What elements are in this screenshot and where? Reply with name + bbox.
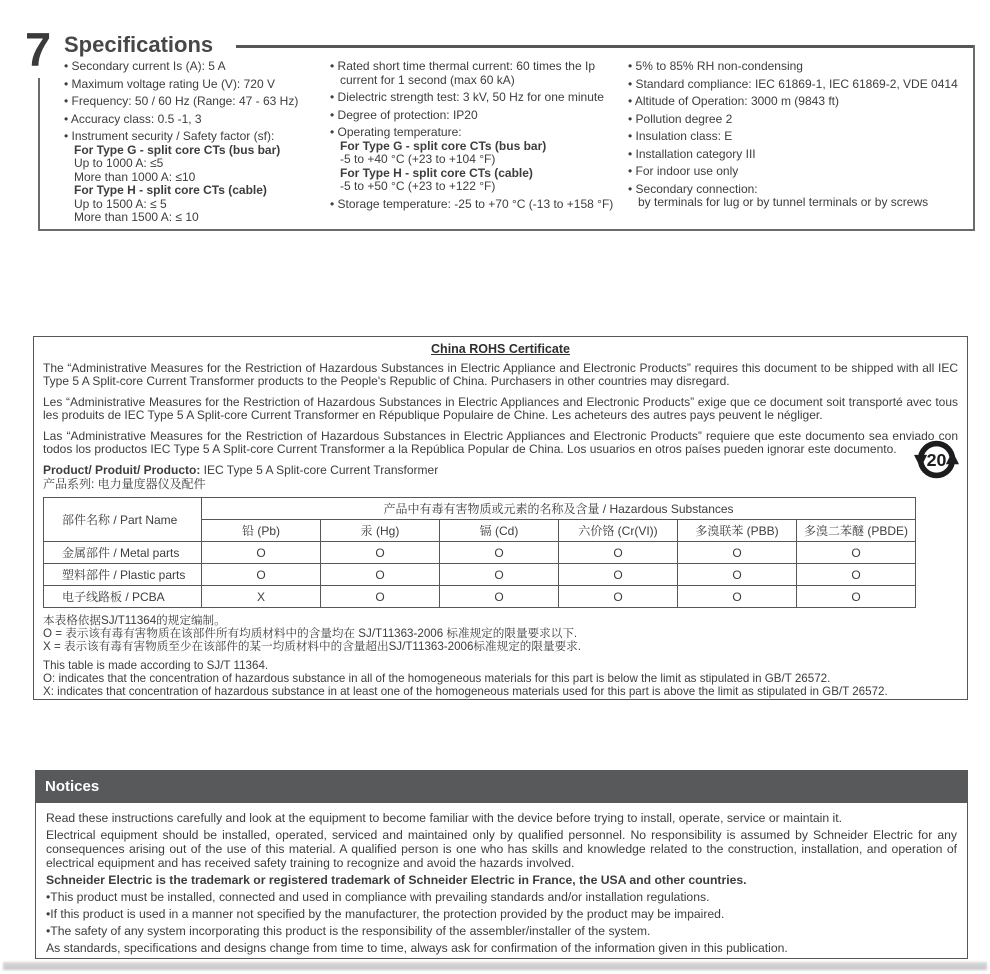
section-title: Specifications [64,32,214,57]
rohs-note-cn: 本表格依据SJ/T11364的规定编制。 [43,614,226,627]
rohs-paragraph-es: Las “Administrative Measures for the Restriction of Hazardous Substances in Electric Appliances and Electronic Products” requiere que este documento sea enviado con todos los productos IEC Type 5 A Split-core Current Transformer a la República Popular de China. Los usuarios en otros países pueden ignorar este documento. [43,429,958,456]
spec-line: • Altitude of Operation: 3000 m (9843 ft) [628,95,973,109]
spec-line: • Operating temperature: [330,126,626,140]
table-part-cell: 塑料部件 / Plastic parts [44,564,202,586]
spec-line: • Degree of protection: IP20 [330,109,626,123]
rohs-notes-cn [43,614,958,653]
notice-paragraph: Schneider Electric is the trademark or registered trademark of Schneider Electric in France, the USA and other countries. [46,873,747,887]
rohs-note-en: X: indicates that concentration of hazardous substance in at least one of the homogeneous materials used for this part is above the limit as stipulated in GB/T 26572. [43,685,888,698]
notices-header-bar [35,770,968,803]
table-header-substance: 六价铬 (Cr(VI)) [559,520,678,542]
spec-line: • Standard compliance: IEC 61869-1, IEC 61869-2, VDE 0414 [628,78,973,92]
table-value-cell: O [797,586,916,608]
spec-line: by terminals for lug or by tunnel terminals or by screws [638,195,929,209]
table-value-cell: O [440,564,559,586]
table-value-cell: O [321,586,440,608]
table-part-cell: 金属部件 / Metal parts [44,542,202,564]
product-label: Product/ Produit/ Producto: [43,463,201,477]
rohs-note-en: O: indicates that the concentration of hazardous substance in all of the homogeneous materials for this part is below the limit as stipulated in GB/T 26572. [43,672,831,685]
spec-line: -5 to +40 °C (+23 to +104 °F) [340,152,496,166]
spec-line: • Installation category III [628,148,973,162]
table-value-cell: O [202,564,321,586]
spec-line: • Pollution degree 2 [628,113,973,127]
notice-paragraph: As standards, specifications and designs change from time to time, always ask for confirmation of the information given in this publication. [46,941,788,955]
table-value-cell: O [678,542,797,564]
spec-column-3 [628,56,973,210]
table-part-cell: 电子线路板 / PCBA [44,586,202,608]
spec-line: More than 1000 A: ≤10 [74,169,196,184]
spec-line: • Rated short time thermal current: 60 times the Ip [330,60,626,74]
table-value-cell: O [797,564,916,586]
spec-line: • Frequency: 50 / 60 Hz (Range: 47 - 63 Hz) [64,95,330,109]
table-value-cell: O [559,564,678,586]
table-value-cell: O [678,564,797,586]
spec-box-right-border [973,45,975,231]
table-header-substance: 多溴二苯醚 (PBDE) [797,520,916,542]
notice-paragraph: •If this product is used in a manner not specified by the manufacturer, the protection provided by the product may be impaired. [46,907,725,921]
product-line [43,463,958,477]
spec-column-2 [330,56,626,211]
spec-line: More than 1500 A: ≤ 10 [74,210,199,224]
spec-box-left-border [38,78,40,231]
notice-paragraph: Electrical equipment should be installed, operated, serviced and maintained only by qualified personnel. No responsibility is assumed by Schneider Electric for any consequences arising out of the use of this material. A qualified person is one who has skills and knowledge related to the construction, installation, and operation of electrical equipment and has received safety training to recognize and avoid the hazards involved. [46,828,957,870]
spec-line: • Storage temperature: -25 to +70 °C (-13 to +158 °F) [330,198,626,212]
spec-line: Up to 1500 A: ≤ 5 [74,196,167,211]
spec-line: • Accuracy class: 0.5 -1, 3 [64,113,330,127]
table-header-substance: 铅 (Pb) [202,520,321,542]
table-header-part-name: 部件名称 / Part Name [44,498,202,542]
spec-line: For Type G - split core CTs (bus bar) [340,138,547,153]
table-row [44,542,916,564]
table-value-cell: O [202,542,321,564]
product-series-cn: 产品系列: 电力量度器仪及配件 [43,477,206,491]
spec-line: -5 to +50 °C (+23 to +122 °F) [340,179,496,193]
spec-line: • Dielectric strength test: 3 kV, 50 Hz for one minute [330,91,626,105]
rohs-title: China ROHS Certificate [431,342,570,356]
table-value-cell: O [321,542,440,564]
notices-title: Notices [45,778,100,795]
table-header-substance: 多溴联苯 (PBB) [678,520,797,542]
table-header-hazardous-substances: 产品中有毒有害物质或元素的名称及含量 / Hazardous Substances [202,498,916,520]
table-value-cell: O [559,586,678,608]
spec-line: • Insulation class: E [628,130,973,144]
spec-line: • Maximum voltage rating Ue (V): 720 V [64,78,330,92]
notice-paragraph: Read these instructions carefully and look at the equipment to become familiar with the device before trying to install, operate, service or maintain it. [46,811,842,825]
notices-body-box [35,803,968,959]
spec-column-1 [64,56,330,225]
rohs-paragraph-fr: Les “Administrative Measures for the Restriction of Hazardous Substances in Electric Appliances and Electronic Products” exige que ce document soit transporté avec tous les produits de IEC Type 5 A Split-core Current Transformer en République Populaire de Chine. Les acheteurs des autres pays peuvent le négliger. [43,395,958,422]
rohs-note-cn: X = 表示该有毒有害物质至少在该部件的某一均质材料中的含量超出SJ/T11363-2006标准规定的限量要求. [43,640,582,653]
table-value-cell: O [440,586,559,608]
page-bottom-scan-artifact [3,962,987,970]
rohs-certificate-box [33,336,968,700]
section-number: 7 [25,23,50,76]
spec-line: • Secondary current Is (A): 5 A [64,60,330,74]
spec-line: For Type H - split core CTs (cable) [340,165,533,180]
table-header-substance: 汞 (Hg) [321,520,440,542]
notice-paragraph: •This product must be installed, connected and used in compliance with prevailing standards and/or installation regulations. [46,890,710,904]
rohs-notes-en [43,659,958,698]
rohs-note-en: This table is made according to SJ/T 11364. [43,659,269,672]
table-row [44,564,916,586]
title-rule [236,45,975,48]
rohs-note-cn: O = 表示该有毒有害物质在该部件所有均质材料中的含量均在 SJ/T11363-2006 标准规定的限量要求以下. [43,627,578,640]
spec-box-bottom-border [38,229,975,231]
table-value-cell: O [559,542,678,564]
efup-20-recycle-icon [914,437,959,482]
rohs-paragraph-en: The “Administrative Measures for the Restriction of Hazardous Substances in Electric Appliance and Electronic Products” requires this document to be shipped with all IEC Type 5 A Split-core Current Transformer products to the People's Republic of China. Purchasers in other countries may disregard. [43,361,958,388]
table-header-substance: 镉 (Cd) [440,520,559,542]
efup-years-label: 20 [926,450,947,471]
notice-paragraph: •The safety of any system incorporating this product is the responsibility of the assembler/installer of the system. [46,924,651,938]
table-row [44,586,916,608]
rohs-table [43,497,916,608]
spec-line: • For indoor use only [628,165,973,179]
spec-line: • Instrument security / Safety factor (sf): [64,130,330,144]
table-value-cell: O [678,586,797,608]
table-value-cell: X [202,586,321,608]
spec-line: • Secondary connection: [628,183,973,197]
table-value-cell: O [321,564,440,586]
spec-line: Up to 1000 A: ≤5 [74,156,164,170]
table-value-cell: O [440,542,559,564]
product-value: IEC Type 5 A Split-core Current Transformer [200,463,439,477]
spec-line: For Type G - split core CTs (bus bar) [74,142,281,157]
spec-line: For Type H - split core CTs (cable) [74,183,267,197]
spec-line: • 5% to 85% RH non-condensing [628,60,973,74]
table-value-cell: O [797,542,916,564]
spec-line: current for 1 second (max 60 kA) [340,72,515,87]
